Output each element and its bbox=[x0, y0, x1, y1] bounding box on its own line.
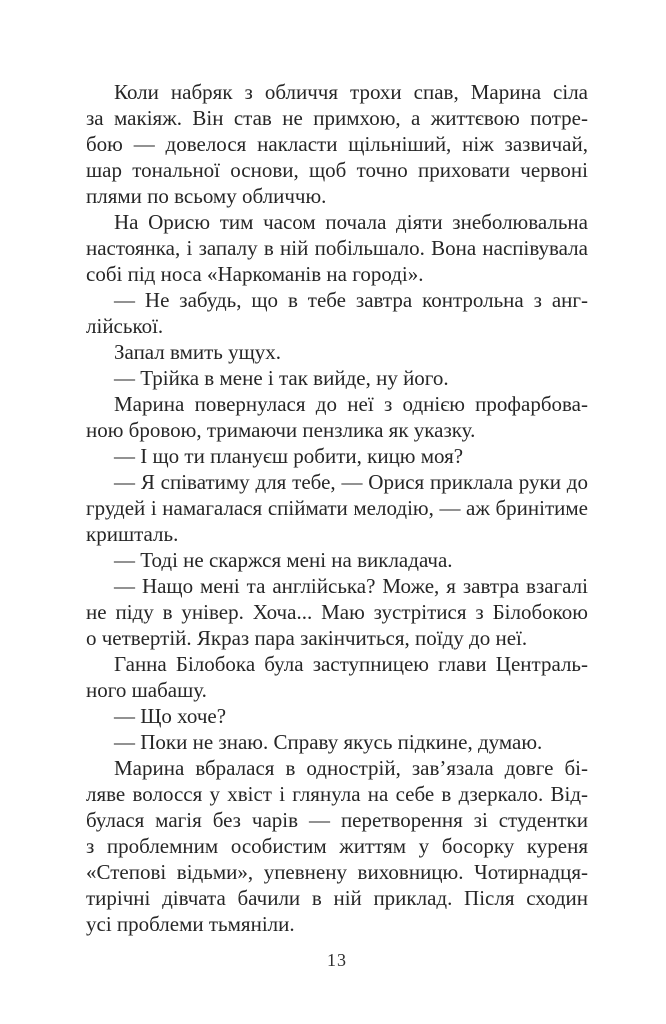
text-line: На Орисю тим часом почала діяти знеболювальна bbox=[114, 210, 588, 234]
text-line: кришталь. bbox=[86, 522, 179, 546]
paragraph bbox=[86, 79, 588, 209]
paragraph bbox=[86, 573, 588, 651]
text-line: шар тональної основи, щоб точно приховати червоні bbox=[86, 158, 588, 182]
paragraph bbox=[86, 391, 588, 443]
paragraph bbox=[86, 287, 588, 339]
paragraph bbox=[86, 339, 588, 365]
paragraph bbox=[86, 365, 588, 391]
text-line: булася магія без чарів — перетворення зі студентки bbox=[86, 808, 588, 832]
text-line: не піду в універ. Хоча... Маю зустрітися з Білобокою bbox=[86, 600, 588, 624]
text-line: Коли набряк з обличчя трохи спав, Марина сіла bbox=[114, 80, 588, 104]
text-line: настоянка, і запалу в ній побільшало. Вона наспівувала bbox=[86, 236, 588, 260]
text-line: усі проблеми тьмяніли. bbox=[86, 912, 295, 936]
text-line: грудей і намагалася спіймати мелодію, — аж бринітиме bbox=[86, 496, 588, 520]
text-line: Марина вбралася в однострій, зав’язала довге бі- bbox=[114, 756, 588, 780]
text-line: бою — довелося накласти щільніший, ніж зазвичай, bbox=[86, 132, 588, 156]
text-line: тирічні дівчата бачили в ній приклад. Після сходин bbox=[86, 886, 588, 910]
text-line: ляве волосся у хвіст і глянула на себе в дзеркало. Від- bbox=[86, 782, 588, 806]
paragraph bbox=[86, 469, 588, 547]
paragraph bbox=[86, 729, 588, 755]
text-line: — Трійка в мене і так вийде, ну його. bbox=[114, 366, 449, 390]
text-line: о четвертій. Якраз пара закінчиться, поїду до неї. bbox=[86, 626, 528, 650]
page-text bbox=[86, 79, 588, 937]
text-line: Запал вмить ущух. bbox=[114, 340, 282, 364]
text-line: — Тоді не скаржся мені на викладача. bbox=[114, 548, 453, 572]
text-line: ною бровою, тримаючи пензлика як указку. bbox=[86, 418, 476, 442]
paragraph bbox=[86, 703, 588, 729]
text-line: — І що ти плануєш робити, кицю моя? bbox=[114, 444, 464, 468]
paragraph bbox=[86, 651, 588, 703]
page-number: 13 bbox=[327, 950, 347, 970]
text-line: — Що хоче? bbox=[114, 704, 227, 728]
text-line: лійської. bbox=[86, 314, 164, 338]
text-line: Ганна Білобока була заступницею глави Централь- bbox=[114, 652, 588, 676]
text-line: плями по всьому обличчю. bbox=[86, 184, 327, 208]
text-line: — Поки не знаю. Справу якусь підкине, думаю. bbox=[114, 730, 543, 754]
paragraph bbox=[86, 755, 588, 937]
paragraph bbox=[86, 547, 588, 573]
text-line: «Степові відьми», упевнену виховницю. Чотирнадця- bbox=[86, 860, 588, 884]
text-line: — Я співатиму для тебе, — Орися приклала руки до bbox=[114, 470, 588, 494]
text-line: — Не забудь, що в тебе завтра контрольна з анг- bbox=[114, 288, 588, 312]
paragraph bbox=[86, 443, 588, 469]
text-line: Марина повернулася до неї з однією профарбова- bbox=[114, 392, 588, 416]
text-line: собі під носа «Наркоманів на городі». bbox=[86, 262, 424, 286]
paragraph bbox=[86, 209, 588, 287]
text-line: за макіяж. Він став не примхою, а життєвою потре- bbox=[86, 106, 588, 130]
text-line: ного шабашу. bbox=[86, 678, 207, 702]
text-line: — Нащо мені та англійська? Може, я завтра взагалі bbox=[114, 574, 588, 598]
text-line: з проблемним особистим життям у босорку куреня bbox=[86, 834, 588, 858]
